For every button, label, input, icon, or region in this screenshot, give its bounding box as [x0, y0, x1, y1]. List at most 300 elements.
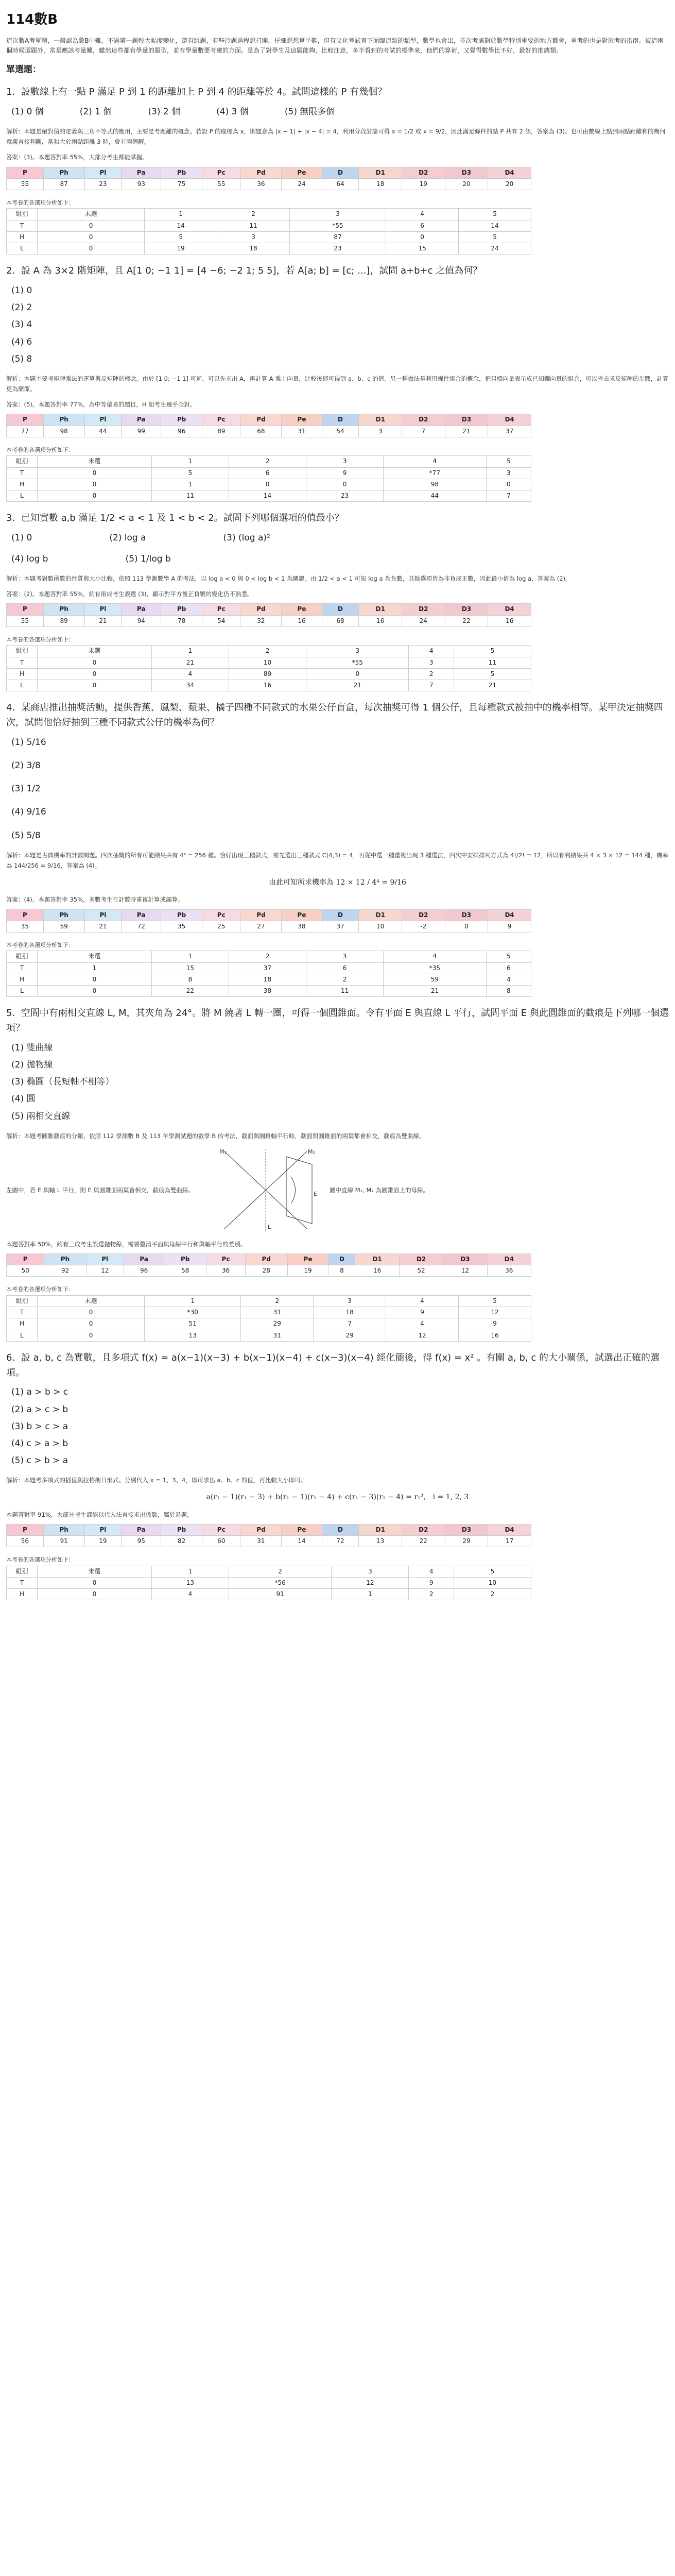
- options-header-cell: 5: [486, 456, 531, 467]
- options-cell: 12: [386, 1330, 459, 1341]
- stats-header-cell: P: [7, 1524, 44, 1535]
- options-cell: H: [7, 1589, 38, 1600]
- options-row-t: [7, 467, 531, 479]
- options-cell: *55: [306, 657, 409, 668]
- option-5: (5) 兩相交直線: [11, 1111, 71, 1122]
- stats-value-cell: 58: [164, 1265, 206, 1277]
- options-row-l: [7, 243, 531, 255]
- options-cell: 34: [151, 680, 229, 691]
- options-cell: 21: [384, 986, 486, 997]
- options-analysis-label: 本考卷的各選項分析如下：: [6, 1556, 74, 1564]
- options-header-cell: 4: [386, 209, 459, 220]
- stats-value-cell: 52: [399, 1265, 443, 1277]
- stats-value-cell: 55: [7, 615, 44, 626]
- stats-header-cell: Pd: [245, 1254, 287, 1265]
- stats-header-cell: Ph: [43, 1524, 84, 1535]
- question-number: 6.: [6, 1352, 15, 1363]
- stats-header-cell: P: [7, 414, 44, 426]
- option-5: (5) c > b > a: [11, 1455, 68, 1466]
- options-cell: H: [7, 479, 38, 490]
- stats-header-cell: Pd: [240, 604, 282, 615]
- stats-header-cell: D3: [445, 604, 488, 615]
- stats-value-row: [7, 615, 531, 626]
- stats-value-cell: 20: [445, 178, 488, 190]
- option-2: (2) 3/8: [11, 760, 41, 771]
- options-cell: L: [7, 490, 38, 501]
- question-5: [6, 1006, 669, 1342]
- stats-header-cell: D3: [443, 1254, 487, 1265]
- stats-value-cell: 60: [202, 1536, 240, 1547]
- stats-header-row: [7, 1254, 531, 1265]
- stats-header-cell: Pe: [282, 909, 322, 921]
- options-cell: 1: [332, 1589, 409, 1600]
- stats-value-cell: 8: [328, 1265, 355, 1277]
- stats-value-row: [7, 1536, 531, 1547]
- stats-table: [6, 167, 531, 190]
- stats-header-cell: D1: [359, 167, 402, 178]
- stats-table: [6, 1253, 531, 1277]
- options-cell: 0: [38, 231, 145, 243]
- options-cell: 2: [409, 1589, 454, 1600]
- stats-value-cell: 24: [402, 615, 445, 626]
- options-row-h: [7, 668, 531, 680]
- analysis: 解析：本題是古典機率的計數問題。四次抽獎的所有可能結果共有 4⁴ = 256 種。恰好出現三種款式，需先選出三種款式 C(4,3) = 4，再從中選一種重複出現 3 種選法，四次中安排排列方式為 4!/2! = 12，所以有利結果共 4 × 3 × 12 = 144 種，機率為 144/256 = 9/16，答案為 (4)。: [6, 851, 668, 869]
- option-4: (4) 圓: [11, 1094, 36, 1105]
- stats-value-cell: 21: [445, 426, 488, 437]
- options-cell: 91: [229, 1589, 331, 1600]
- stats-header-cell: D1: [359, 909, 402, 921]
- stats-value-cell: 56: [7, 1536, 44, 1547]
- question-title: [6, 85, 669, 100]
- options-cell: 0: [38, 1330, 145, 1341]
- stats-header-cell: Pa: [122, 1524, 161, 1535]
- stats-header-cell: Pl: [86, 1254, 124, 1265]
- intro-text: 這次數A考單題，一般認為數B中難，不過第一題較大幅度變化，還有組題，有些冷題過程想打開，仔細想想算平難，但有文化考試直下面臨這類的類型，數學也會出，並次考慮對於數學特別重要的地方都會，重考的也是對於考的指南。被這兩個時候選題外，常是應該考量難，雖然這些都有學量的題型，並有學量數要考慮的方面。是為了對學生及這題能夠，比較注意，多半看到的考試的標準來，他們的算術，又覺得數學比不好，最好的推薦類。: [6, 37, 664, 54]
- question-text: 已知實數 a,b 滿足 1/2 < a < 1 及 1 < b < 2。試問下列哪個選項的值最小？: [21, 513, 344, 524]
- stats-header-cell: Pa: [122, 167, 161, 178]
- analysis: 解析：本題考對數函數的性質與大小比較，依照 113 學測數學 A 的考法，以 log a < 0 與 0 < log b < 1 為關鍵。由 1/2 < a < 1 可知 log a 為負數，其餘選項皆為非負或正數，因此最小值為 log a，答案為 (2)。: [6, 575, 572, 583]
- options-cell: 3: [409, 657, 454, 668]
- stats-header-cell: Pa: [122, 604, 161, 615]
- options-cell: 15: [151, 962, 229, 974]
- cone-figure-row: [6, 1146, 669, 1234]
- options-cell: 4: [386, 1318, 459, 1330]
- options-column: [11, 284, 669, 366]
- options-header-cell: 3: [332, 1566, 409, 1577]
- options-header-cell: 未選: [38, 1566, 152, 1577]
- stats-value-cell: 98: [43, 426, 84, 437]
- stats-value-cell: 24: [282, 178, 322, 190]
- options-cell: 31: [241, 1307, 314, 1318]
- stats-value-cell: 54: [322, 426, 359, 437]
- options-cell: 0: [38, 986, 152, 997]
- stats-value-cell: 36: [487, 1265, 531, 1277]
- options-header-row: [7, 951, 531, 962]
- options-cell: 0: [38, 1578, 152, 1589]
- stats-value-cell: 91: [43, 1536, 84, 1547]
- options-row-l: [7, 680, 531, 691]
- options-header-cell: 4: [386, 1295, 459, 1307]
- options-header-cell: 未選: [38, 1295, 145, 1307]
- stats-value-cell: 93: [122, 178, 161, 190]
- options-analysis-label: 本考卷的各選項分析如下：: [6, 636, 74, 643]
- stats-value-cell: 29: [445, 1536, 488, 1547]
- stats-header-cell: D2: [402, 604, 445, 615]
- options-analysis-label: 本考卷的各選項分析如下：: [6, 941, 74, 948]
- options-cell: 7: [314, 1318, 386, 1330]
- stats-value-cell: 22: [445, 615, 488, 626]
- options-header-cell: 4: [384, 456, 486, 467]
- stats-value-cell: 44: [84, 426, 122, 437]
- answer-line: 答案：(5)。本題答對率 77%，為中等偏易的題目，H 組考生幾乎全對。: [6, 401, 196, 409]
- options-header-cell: 3: [306, 646, 409, 657]
- options-row: [11, 105, 669, 119]
- option-3: (3) (log a)²: [223, 532, 270, 543]
- option-1: (1) 0: [11, 532, 32, 543]
- stats-value-cell: 35: [161, 921, 202, 932]
- answer-line: 答案：(3)。本題答對率 55%，大部分考生都能掌握。: [6, 154, 148, 161]
- options-row-l: [7, 490, 531, 501]
- options-header-row: [7, 456, 531, 467]
- stats-header-row: [7, 1524, 531, 1535]
- options-cell: 11: [151, 490, 229, 501]
- option-3: (3) 1/2: [11, 784, 41, 794]
- question-number: 3.: [6, 513, 15, 524]
- option-3: (3) b > c > a: [11, 1421, 68, 1432]
- options-table: [6, 208, 531, 255]
- stats-value-cell: 89: [202, 426, 240, 437]
- option-1: (1) 0: [11, 285, 32, 296]
- options-cell: 11: [217, 220, 290, 231]
- stats-header-cell: Pc: [206, 1254, 246, 1265]
- options-cell: 21: [454, 680, 531, 691]
- options-cell: 14: [145, 220, 217, 231]
- options-cell: 0: [38, 479, 152, 490]
- section-title: 單選題：: [6, 64, 41, 75]
- stats-header-cell: D4: [488, 909, 531, 921]
- stats-value-cell: 87: [43, 178, 84, 190]
- stats-table: [6, 603, 531, 626]
- options-cell: H: [7, 231, 38, 243]
- stats-header-cell: Pd: [240, 414, 282, 426]
- stats-header-cell: Ph: [44, 1254, 86, 1265]
- options-cell: 0: [38, 1318, 145, 1330]
- question-number: 1.: [6, 87, 15, 98]
- options-cell: 0: [38, 657, 152, 668]
- stats-header-cell: D: [322, 167, 359, 178]
- option-1: (1) 雙曲線: [11, 1042, 53, 1053]
- stats-header-cell: D3: [445, 1524, 488, 1535]
- question-title: [6, 1006, 669, 1036]
- stats-value-cell: 72: [122, 921, 161, 932]
- stats-header-cell: Pa: [122, 414, 161, 426]
- options-analysis-label: 本考卷的各選項分析如下：: [6, 1286, 74, 1293]
- stats-value-cell: 13: [359, 1536, 402, 1547]
- options-cell: 18: [314, 1307, 386, 1318]
- options-cell: 2: [409, 668, 454, 680]
- options-cell: 0: [38, 243, 145, 255]
- stats-value-cell: 9: [488, 921, 531, 932]
- stats-header-cell: D: [322, 909, 359, 921]
- stats-header-row: [7, 604, 531, 615]
- options-header-cell: 2: [229, 951, 306, 962]
- options-cell: T: [7, 1307, 38, 1318]
- options-analysis-label: 本考卷的各選項分析如下：: [6, 199, 74, 206]
- stats-value-cell: 95: [122, 1536, 161, 1547]
- options-header-cell: 5: [459, 1295, 531, 1307]
- stats-header-cell: D4: [488, 167, 531, 178]
- options-cell: T: [7, 1578, 38, 1589]
- question-3: [6, 511, 669, 691]
- options-cell: 8: [151, 974, 229, 985]
- options-cell: 1: [151, 479, 229, 490]
- options-header-cell: 組別: [7, 1566, 38, 1577]
- options-cell: L: [7, 243, 38, 255]
- stats-value-cell: 19: [84, 1536, 122, 1547]
- options-header-cell: 1: [151, 951, 229, 962]
- stats-header-cell: Pe: [287, 1254, 328, 1265]
- options-cell: 0: [229, 479, 306, 490]
- stats-header-cell: D: [328, 1254, 355, 1265]
- stats-value-cell: 25: [202, 921, 240, 932]
- stats-header-cell: Pl: [84, 909, 122, 921]
- question-text: 設 A 為 3×2 階矩陣，且 A[1 0; −1 1] = [4 −6; −2 1; 5 5]，若 A[a; b] = [c; ...]，試問 a+b+c 之值為何？: [21, 265, 482, 277]
- options-cell: 9: [386, 1307, 459, 1318]
- options-cell: 0: [386, 231, 459, 243]
- options-cell: *30: [145, 1307, 241, 1318]
- options-row-t: [7, 962, 531, 974]
- options-cell: 31: [241, 1330, 314, 1341]
- options-cell: 18: [217, 243, 290, 255]
- option-5: (5) 8: [11, 353, 32, 364]
- stats-header-cell: Pb: [161, 1524, 202, 1535]
- stats-header-row: [7, 414, 531, 426]
- options-table: [6, 645, 531, 691]
- options-header-cell: 1: [151, 646, 229, 657]
- options-cell: *35: [384, 962, 486, 974]
- stats-header-cell: D1: [359, 1524, 402, 1535]
- plane-e-shape: [286, 1157, 312, 1224]
- stats-value-cell: 18: [359, 178, 402, 190]
- stats-value-cell: 7: [402, 426, 445, 437]
- stats-value-row: [7, 426, 531, 437]
- stats-value-cell: 68: [240, 426, 282, 437]
- stats-value-cell: 16: [355, 1265, 399, 1277]
- options-cell: 37: [229, 962, 306, 974]
- options-cell: 4: [486, 974, 531, 985]
- options-cell: 5: [454, 668, 531, 680]
- options-cell: 14: [459, 220, 531, 231]
- question-title: [6, 701, 669, 731]
- stats-header-cell: D1: [355, 1254, 399, 1265]
- stats-value-row: [7, 1265, 531, 1277]
- options-cell: T: [7, 220, 38, 231]
- stats-value-cell: 59: [43, 921, 84, 932]
- option-4: (4) 3 個: [216, 106, 249, 117]
- options-row-t: [7, 1578, 531, 1589]
- options-cell: 11: [306, 986, 384, 997]
- options-cell: 21: [151, 657, 229, 668]
- options-column: [11, 736, 669, 843]
- question-6: [6, 1351, 669, 1601]
- stats-header-cell: Pe: [282, 1524, 322, 1535]
- stats-header-cell: Pe: [282, 604, 322, 615]
- options-header-cell: 未選: [38, 456, 152, 467]
- options-cell: 12: [332, 1578, 409, 1589]
- stats-value-cell: 31: [282, 426, 322, 437]
- question-2: [6, 264, 669, 502]
- option-3: (3) 橢圓（長短軸不相等）: [11, 1077, 114, 1088]
- stats-header-cell: Pa: [124, 1254, 164, 1265]
- options-cell: 15: [386, 243, 459, 255]
- options-cell: *55: [290, 220, 386, 231]
- stats-value-cell: 0: [445, 921, 488, 932]
- stats-header-cell: D2: [402, 167, 445, 178]
- stats-value-cell: 99: [122, 426, 161, 437]
- options-column: [11, 1041, 669, 1124]
- answer-line: 答案：(4)。本題答對率 35%，多數考生在計數時重複計算或漏算。: [6, 896, 184, 904]
- options-table: [6, 1295, 531, 1342]
- stats-header-cell: D1: [359, 414, 402, 426]
- options-cell: L: [7, 986, 38, 997]
- stats-value-cell: 37: [488, 426, 531, 437]
- stats-header-cell: Ph: [43, 414, 84, 426]
- stats-header-cell: D4: [488, 414, 531, 426]
- question-number: 5.: [6, 1008, 15, 1019]
- options-row-t: [7, 1307, 531, 1318]
- options-row-h: [7, 974, 531, 985]
- question-text: 某商店推出抽獎活動，提供香蕉、鳳梨、蘋果、橘子四種不同款式的水果公仔盲盒，每次抽獎可得 1 個公仔，且每種款式被抽中的機率相等。某甲決定抽獎四次，試問他恰好抽到三種不同款式公仔的機率為何？: [6, 702, 663, 728]
- options-cell: 6: [486, 962, 531, 974]
- stats-header-cell: D4: [488, 1524, 531, 1535]
- formula: 由此可知所求機率為 12 × 12 / 4⁴ = 9/16: [269, 878, 406, 887]
- stats-value-cell: 55: [202, 178, 240, 190]
- options-cell: T: [7, 657, 38, 668]
- options-cell: 89: [229, 668, 306, 680]
- question-number: 2.: [6, 265, 15, 277]
- figure-caption-right: 圖中直線 M₁, M₂ 為圓錐面上的母線。: [330, 1186, 429, 1194]
- stats-header-cell: Pc: [202, 414, 240, 426]
- options-cell: 13: [145, 1330, 241, 1341]
- options-header-cell: 組別: [7, 646, 38, 657]
- stats-value-cell: 10: [359, 921, 402, 932]
- options-cell: 4: [151, 668, 229, 680]
- options-cell: 6: [229, 467, 306, 479]
- question-4: [6, 701, 669, 997]
- stats-value-cell: 94: [122, 615, 161, 626]
- options-row-l: [7, 1330, 531, 1341]
- options-cell: 5: [151, 467, 229, 479]
- options-cell: 0: [38, 680, 152, 691]
- options-cell: 21: [306, 680, 409, 691]
- stats-table: [6, 414, 531, 437]
- options-header-cell: 組別: [7, 209, 38, 220]
- options-cell: 0: [306, 668, 409, 680]
- answer-line: 答案：(2)。本題答對率 55%，約有兩成考生誤選 (3)，顯示對平方後正負號的變化仍不熟悉。: [6, 590, 253, 598]
- stats-value-cell: 19: [402, 178, 445, 190]
- label-m1: M₁: [219, 1148, 227, 1155]
- options-cell: 8: [486, 986, 531, 997]
- options-header-cell: 組別: [7, 1295, 38, 1307]
- options-cell: 10: [229, 657, 306, 668]
- question-text: 設數線上有一點 P 滿足 P 到 1 的距離加上 P 到 4 的距離等於 4。試問這樣的 P 有幾個？: [21, 87, 387, 98]
- options-cell: 11: [454, 657, 531, 668]
- stats-value-cell: 16: [282, 615, 322, 626]
- stats-value-cell: 64: [322, 178, 359, 190]
- stats-value-cell: 37: [322, 921, 359, 932]
- options-header-cell: 3: [306, 456, 384, 467]
- page-title: 114數B: [6, 12, 58, 27]
- stats-header-cell: Pl: [84, 604, 122, 615]
- label-e: E: [314, 1190, 317, 1197]
- stats-header-cell: Pc: [202, 167, 240, 178]
- options-cell: *77: [384, 467, 486, 479]
- options-header-cell: 未選: [38, 646, 152, 657]
- stats-value-cell: 82: [161, 1536, 202, 1547]
- label-l: L: [268, 1223, 271, 1230]
- stats-header-cell: D: [322, 604, 359, 615]
- stats-header-row: [7, 167, 531, 178]
- options-cell: 16: [459, 1330, 531, 1341]
- stats-header-cell: Ph: [43, 604, 84, 615]
- stats-value-cell: 12: [443, 1265, 487, 1277]
- options-row-t: [7, 657, 531, 668]
- options-cell: 2: [306, 974, 384, 985]
- options-header-row: [7, 1295, 531, 1307]
- options-cell: 23: [290, 243, 386, 255]
- options-header-cell: 未選: [38, 951, 152, 962]
- stats-header-cell: D4: [488, 604, 531, 615]
- stats-value-cell: 12: [86, 1265, 124, 1277]
- options-cell: 5: [459, 231, 531, 243]
- stats-table: [6, 1524, 531, 1547]
- options-cell: 6: [386, 220, 459, 231]
- analysis: 解析：本題是絕對值的定義與三角不等式的應用，主要是考距離的概念。若設 P 的座標為 x，則題意為 |x − 1| + |x − 4| = 4，利用分段討論可得 x = 1/2 或 x = 9/2，因此滿足條件的點 P 共有 2 個，答案為 (3)。也可由數線上點到兩點距離和的幾何意義直接判斷，當和大於兩點距離 3 時，會有兩個解。: [6, 128, 666, 146]
- options-cell: 18: [229, 974, 306, 985]
- options-cell: 87: [290, 231, 386, 243]
- stats-value-cell: 78: [161, 615, 202, 626]
- analysis: 解析：本題考圓錐截痕的分類，依照 112 學測數 B 及 113 年學測試題的數學 B 的考法，截面與圓錐軸平行時，截面與圓錐面的兩葉都會相交，截痕為雙曲線。: [6, 1132, 425, 1140]
- options-row-h: [7, 1589, 531, 1600]
- options-header-cell: 2: [229, 646, 306, 657]
- stats-header-cell: D2: [402, 414, 445, 426]
- options-header-cell: 3: [314, 1295, 386, 1307]
- stats-value-cell: 16: [359, 615, 402, 626]
- options-cell: 0: [306, 479, 384, 490]
- stats-value-cell: 96: [124, 1265, 164, 1277]
- stats-header-cell: Pc: [202, 1524, 240, 1535]
- options-cell: T: [7, 962, 38, 974]
- stats-header-cell: P: [7, 604, 44, 615]
- option-5: (5) 5/8: [11, 830, 41, 841]
- stats-value-row: [7, 921, 531, 932]
- stats-header-cell: Pb: [161, 167, 202, 178]
- option-2: (2) a > c > b: [11, 1404, 68, 1415]
- stats-header-row: [7, 909, 531, 921]
- options-cell: 98: [384, 479, 486, 490]
- analysis: 解析：本題考多項式的插值與拉格朗日形式。分別代入 x = 1、3、4，即可求出 a、b、c 的值，再比較大小即可。: [6, 1477, 307, 1484]
- question-number: 4.: [6, 702, 15, 714]
- stats-value-cell: 21: [84, 921, 122, 932]
- options-cell: L: [7, 680, 38, 691]
- options-row: [11, 552, 669, 566]
- options-header-cell: 3: [306, 951, 384, 962]
- options-header-cell: 5: [454, 646, 531, 657]
- options-cell: L: [7, 1330, 38, 1341]
- stats-value-cell: 72: [322, 1536, 359, 1547]
- options-cell: 51: [145, 1318, 241, 1330]
- stats-header-cell: P: [7, 1254, 44, 1265]
